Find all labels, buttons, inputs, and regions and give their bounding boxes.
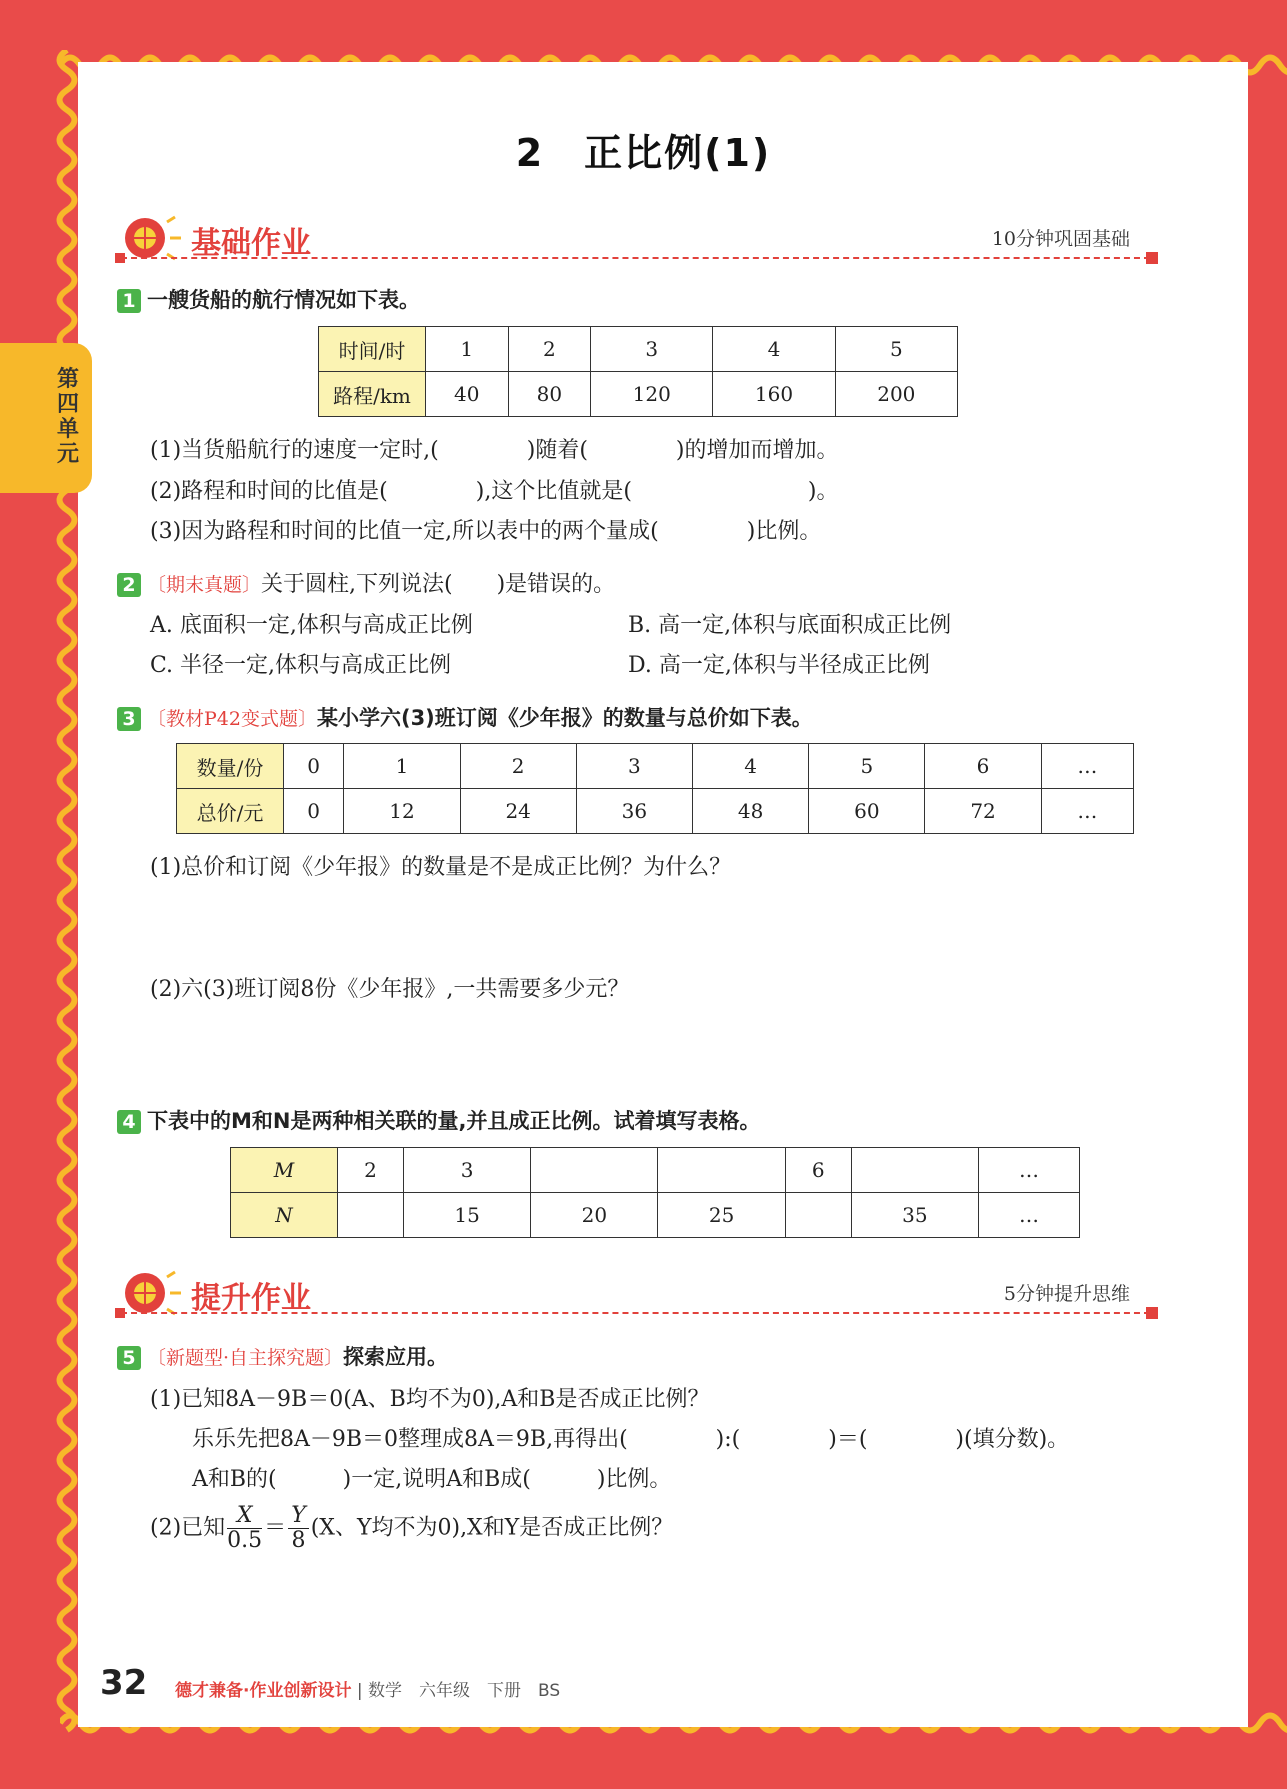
table-cell bbox=[338, 1193, 404, 1238]
table-header-cell: 总价/元 bbox=[177, 789, 284, 834]
question-text: 探索应用。 bbox=[343, 1345, 449, 1369]
table-cell: 48 bbox=[693, 789, 809, 834]
question-number: 3 bbox=[117, 707, 141, 731]
table-cell: 6 bbox=[785, 1148, 851, 1193]
footer-info: | 数学 六年级 下册 BS bbox=[356, 1681, 561, 1701]
question-5 bbox=[117, 1341, 448, 1371]
section-divider bbox=[121, 257, 1150, 259]
question-number: 1 bbox=[117, 289, 141, 313]
table-cell: … bbox=[1041, 744, 1133, 789]
table-header-cell: N bbox=[231, 1193, 338, 1238]
table-cell: 24 bbox=[460, 789, 576, 834]
q5-sub1-line2: 乐乐先把8A－9B＝0整理成8A＝9B,再得出( ):( )＝( )(填分数)。 bbox=[192, 1427, 1070, 1452]
q5-sub2-prefix: (2)已知 bbox=[150, 1515, 226, 1541]
q2-option-b: B. 高一定,体积与底面积成正比例 bbox=[628, 613, 952, 638]
q2-option-a: A. 底面积一定,体积与高成正比例 bbox=[150, 613, 473, 638]
q1-sub2: (2)路程和时间的比值是( ),这个比值就是( )。 bbox=[150, 479, 839, 504]
table-cell bbox=[658, 1148, 785, 1193]
table-cell: 60 bbox=[809, 789, 925, 834]
table-cell: … bbox=[1041, 789, 1133, 834]
question-1 bbox=[117, 284, 420, 314]
table-row bbox=[231, 1193, 1080, 1238]
table-header-cell: 时间/时 bbox=[319, 327, 426, 372]
lightbulb-icon bbox=[115, 1267, 185, 1325]
table-cell: 160 bbox=[713, 372, 835, 417]
table-cell: 5 bbox=[835, 327, 957, 372]
q3-sub2: (2)六(3)班订阅8份《少年报》,一共需要多少元？ bbox=[150, 977, 630, 1002]
table-cell: 2 bbox=[338, 1148, 404, 1193]
q5-sub1-line3: A和B的( )一定,说明A和B成( )比例。 bbox=[192, 1467, 672, 1492]
section-line-end bbox=[1146, 252, 1158, 264]
lightbulb-icon bbox=[115, 212, 185, 270]
table-cell: 35 bbox=[851, 1193, 978, 1238]
question-4 bbox=[117, 1105, 760, 1135]
table-cell: 5 bbox=[809, 744, 925, 789]
table-row bbox=[177, 789, 1134, 834]
table-cell: 25 bbox=[658, 1193, 785, 1238]
page-number: 32 bbox=[100, 1663, 148, 1703]
table-cell: … bbox=[978, 1148, 1079, 1193]
q2-option-d: D. 高一定,体积与半径成正比例 bbox=[628, 653, 930, 678]
section-title-basic: 基础作业 bbox=[191, 226, 311, 261]
q1-sub1: (1)当货船航行的速度一定时,( )随着( )的增加而增加。 bbox=[150, 438, 839, 463]
table-cell: 3 bbox=[404, 1148, 531, 1193]
fraction-x-over-half bbox=[227, 1504, 262, 1553]
section-divider bbox=[121, 1312, 1150, 1314]
section-header-advanced bbox=[115, 1267, 1160, 1327]
footer-text bbox=[175, 1676, 560, 1701]
table-cell: 1 bbox=[344, 744, 460, 789]
q3-table bbox=[176, 743, 1134, 834]
question-text: 某小学六(3)班订阅《少年报》的数量与总价如下表。 bbox=[316, 706, 813, 730]
table-cell: 2 bbox=[508, 327, 591, 372]
question-text: 关于圆柱,下列说法( )是错误的。 bbox=[261, 572, 616, 597]
table-row bbox=[231, 1148, 1080, 1193]
table-header-cell: 路程/km bbox=[319, 372, 426, 417]
table-cell: 6 bbox=[925, 744, 1041, 789]
page-title: 2 正比例(1) bbox=[515, 131, 772, 175]
fraction-denominator: 0.5 bbox=[227, 1528, 263, 1553]
table-cell: 12 bbox=[344, 789, 460, 834]
section-line-end bbox=[1146, 1307, 1158, 1319]
table-cell: 0 bbox=[284, 789, 344, 834]
table-cell: 200 bbox=[835, 372, 957, 417]
question-tag: 〔期末真题〕 bbox=[147, 574, 262, 596]
q3-sub1: (1)总价和订阅《少年报》的数量是不是成正比例？为什么？ bbox=[150, 855, 732, 880]
table-cell: 120 bbox=[591, 372, 713, 417]
table-cell: 4 bbox=[693, 744, 809, 789]
table-header-cell: 数量/份 bbox=[177, 744, 284, 789]
table-cell: 36 bbox=[576, 789, 692, 834]
q5-sub1: (1)已知8A－9B＝0(A、B均不为0),A和B是否成正比例？ bbox=[150, 1387, 710, 1412]
table-cell: 40 bbox=[426, 372, 509, 417]
question-tag: 〔新题型·自主探究题〕 bbox=[147, 1347, 344, 1369]
table-cell bbox=[531, 1148, 658, 1193]
footer-brand: 德才兼备·作业创新设计 bbox=[175, 1681, 352, 1701]
section-header-basic bbox=[115, 212, 1160, 272]
table-cell: 4 bbox=[713, 327, 835, 372]
table-row bbox=[177, 744, 1134, 789]
unit-side-tab bbox=[0, 343, 92, 493]
table-cell bbox=[851, 1148, 978, 1193]
table-row bbox=[319, 372, 958, 417]
table-cell: 80 bbox=[508, 372, 591, 417]
wavy-border-left bbox=[50, 50, 84, 1738]
fraction-numerator: X bbox=[227, 1504, 262, 1529]
question-2 bbox=[117, 567, 615, 598]
table-cell: 72 bbox=[925, 789, 1041, 834]
table-cell: 15 bbox=[404, 1193, 531, 1238]
question-tag: 〔教材P42变式题〕 bbox=[147, 708, 317, 730]
q1-sub3: (3)因为路程和时间的比值一定,所以表中的两个量成( )比例。 bbox=[150, 519, 822, 544]
section-title-advanced: 提升作业 bbox=[191, 1281, 311, 1316]
table-cell: 20 bbox=[531, 1193, 658, 1238]
table-cell: 3 bbox=[576, 744, 692, 789]
table-cell: 3 bbox=[591, 327, 713, 372]
table-row bbox=[319, 327, 958, 372]
fraction-y-over-eight bbox=[288, 1504, 309, 1553]
table-cell: 1 bbox=[426, 327, 509, 372]
section-subtitle-basic: 10分钟巩固基础 bbox=[991, 228, 1130, 250]
fraction-denominator: 8 bbox=[291, 1528, 306, 1553]
question-number: 4 bbox=[117, 1110, 141, 1134]
question-number: 2 bbox=[117, 573, 141, 597]
fraction-numerator: Y bbox=[288, 1504, 309, 1529]
q5-sub2-suffix: (X、Y均不为0),X和Y是否成正比例？ bbox=[310, 1515, 674, 1541]
table-cell: … bbox=[978, 1193, 1079, 1238]
q1-table bbox=[318, 326, 958, 417]
question-3 bbox=[117, 702, 813, 732]
q4-table bbox=[230, 1147, 1080, 1238]
equals-sign: ＝ bbox=[264, 1515, 287, 1541]
q2-option-c: C. 半径一定,体积与高成正比例 bbox=[150, 653, 452, 678]
question-text: 一艘货船的航行情况如下表。 bbox=[147, 288, 420, 312]
table-header-cell: M bbox=[231, 1148, 338, 1193]
q5-sub2 bbox=[150, 1504, 673, 1553]
unit-side-tab-label: 第四单元 bbox=[56, 367, 79, 467]
question-text: 下表中的M和N是两种相关联的量,并且成正比例。试着填写表格。 bbox=[147, 1109, 761, 1133]
table-cell: 0 bbox=[284, 744, 344, 789]
table-cell: 2 bbox=[460, 744, 576, 789]
table-cell bbox=[785, 1193, 851, 1238]
question-number: 5 bbox=[117, 1346, 141, 1370]
section-subtitle-advanced: 5分钟提升思维 bbox=[1003, 1283, 1130, 1305]
